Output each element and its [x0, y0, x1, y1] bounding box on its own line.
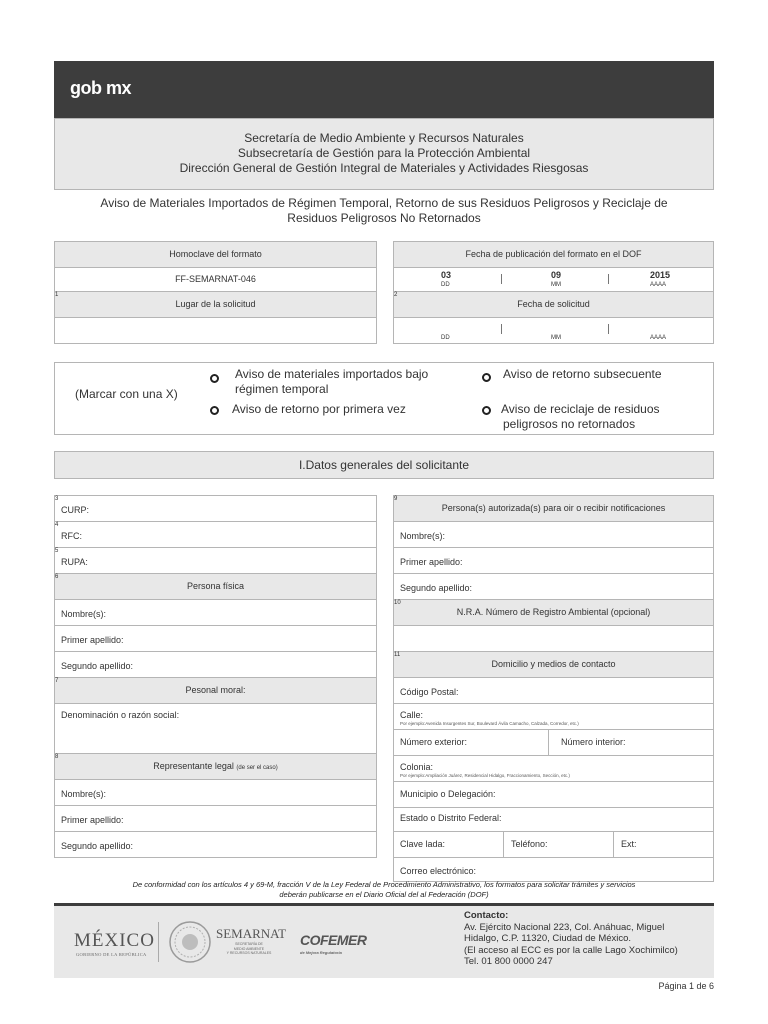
aviso-options-box: [54, 362, 714, 435]
estado-field[interactable]: [393, 807, 714, 832]
ext-label: Ext:: [621, 839, 637, 849]
nra-header: N.R.A. Número de Registro Ambiental (opcional): [393, 599, 714, 626]
pf-nombres-label: Nombre(s):: [61, 609, 107, 619]
num-exterior-label: Número exterior:: [400, 737, 468, 747]
field-number: 7: [55, 678, 59, 684]
field-number: 8: [55, 754, 59, 760]
logo-divider: [158, 922, 159, 962]
header-line-3: Dirección General de Gestión Integral de Materiales y Actividades Riesgosas: [179, 161, 589, 175]
nra-input[interactable]: [393, 625, 714, 652]
phone-line: Tel. 01 800 0000 247: [464, 956, 553, 967]
fecha-solicitud-label: Fecha de solicitud: [393, 291, 714, 318]
contact-info: [464, 910, 678, 968]
correo-field[interactable]: [393, 857, 714, 882]
opt-reciclaje-line1: Aviso de reciclaje de residuos: [501, 402, 660, 416]
field-number: 6: [55, 574, 59, 580]
colonia-field[interactable]: [393, 755, 714, 782]
colonia-label: Colonia:: [400, 762, 434, 772]
municipio-field[interactable]: [393, 781, 714, 808]
rep-primer-apellido-field[interactable]: [54, 805, 377, 832]
opt-reciclaje-line2: peligrosos no retornados: [503, 417, 636, 431]
denominacion-field[interactable]: [54, 703, 377, 754]
marcar-instruction: (Marcar con una X): [75, 387, 178, 401]
pub-year: 2015: [650, 270, 671, 280]
pf-segundo-apellido-label: Segundo apellido:: [61, 661, 134, 671]
calle-field[interactable]: [393, 703, 714, 730]
date-separator: [501, 324, 502, 334]
telefono-field[interactable]: [503, 831, 614, 858]
domicilio-header: Domicilio y medios de contacto: [393, 651, 714, 678]
pf-nombres-field[interactable]: [54, 599, 377, 626]
pf-primer-apellido-label: Primer apellido:: [61, 635, 124, 645]
fecha-publicacion-value: [393, 267, 714, 292]
correo-label: Correo electrónico:: [400, 866, 477, 876]
clave-lada-label: Clave lada:: [400, 839, 446, 849]
mexico-logo-subtitle: GOBIERNO DE LA REPÚBLICA: [76, 952, 147, 957]
homoclave-value: FF-SEMARNAT-046: [54, 267, 377, 292]
date-separator: [608, 274, 609, 284]
rep-nombres-label: Nombre(s):: [61, 789, 107, 799]
pub-day: 03: [441, 270, 452, 280]
legal-footnote: [80, 880, 688, 900]
aut-primer-apellido-field[interactable]: [393, 547, 714, 574]
contacto-label: Contacto:: [464, 910, 509, 921]
codigo-postal-label: Código Postal:: [400, 687, 459, 697]
field-number: 11: [394, 652, 401, 658]
radio-retorno-subsecuente[interactable]: [482, 373, 491, 382]
title-line-2: Residuos Peligrosos No Retornados: [287, 211, 481, 225]
cofemer-logo: COFEMER: [300, 932, 367, 948]
rfc-field[interactable]: [54, 521, 377, 548]
rep-nombres-field[interactable]: [54, 779, 377, 806]
representante-header: [54, 753, 377, 780]
calle-label: Calle:: [400, 710, 424, 720]
header-line-1: Secretaría de Medio Ambiente y Recursos Naturales: [244, 131, 524, 145]
curp-label: CURP:: [61, 505, 90, 515]
lugar-input[interactable]: [54, 317, 377, 344]
num-exterior-field[interactable]: [393, 729, 549, 756]
radio-reciclaje[interactable]: [482, 406, 491, 415]
homoclave-label: Homoclave del formato: [54, 241, 377, 268]
codigo-postal-field[interactable]: [393, 677, 714, 704]
field-number: 3: [55, 496, 59, 502]
aaaa-label: AAAA: [650, 335, 667, 341]
cofemer-subtitle: de Mejora Regulatoria: [300, 950, 342, 955]
radio-retorno-primera-vez[interactable]: [210, 406, 219, 415]
num-interior-field[interactable]: [548, 729, 714, 756]
rep-primer-apellido-label: Primer apellido:: [61, 815, 124, 825]
footer: [54, 903, 714, 978]
persona-moral-header: Pesonal moral:: [54, 677, 377, 704]
address-line-1: Av. Ejército Nacional 223, Col. Anáhuac, Miguel: [464, 921, 665, 933]
opt-retorno-primera: Aviso de retorno por primera vez: [232, 402, 406, 416]
autorizadas-header: Persona(s) autorizada(s) para oir o recibir notificaciones: [393, 495, 714, 522]
rupa-label: RUPA:: [61, 557, 88, 567]
aut-nombres-label: Nombre(s):: [400, 531, 446, 541]
mexico-logo: MÉXICO: [74, 930, 155, 951]
semarnat-sub-1: SECRETARÍA DE: [235, 942, 263, 946]
gobmx-logo: gob mx: [70, 78, 132, 98]
semarnat-logo: SEMARNAT: [216, 926, 287, 941]
ext-field[interactable]: [613, 831, 714, 858]
num-interior-label: Número interior:: [561, 737, 626, 747]
semarnat-sub-2: MEDIO AMBIENTE: [233, 946, 265, 951]
field-number: 1: [55, 292, 59, 298]
curp-field[interactable]: [54, 495, 377, 522]
title-line-1: Aviso de Materiales Importados de Régimen Temporal, Retorno de sus Residuos Peligrosos y Reciclaje de: [100, 196, 668, 210]
opt-materiales-line1: Aviso de materiales importados bajo: [235, 367, 429, 381]
rep-segundo-apellido-label: Segundo apellido:: [61, 841, 134, 851]
rfc-label: RFC:: [61, 531, 82, 541]
rep-segundo-apellido-field[interactable]: [54, 831, 377, 858]
denominacion-label: Denominación o razón social:: [61, 710, 180, 720]
aut-segundo-apellido-label: Segundo apellido:: [400, 583, 473, 593]
calle-example: Por ejemplo:Avenida Insurgentes Sur, Boulevard Ávila Camacho, Calzada, Corredor, etc.): [400, 721, 579, 726]
footnote-line-1: De conformidad con los artículos 4 y 69-M, fracción V de la Ley Federal de Procedimiento Administrativo, los formatos para solicitar trámites y servicios: [132, 880, 636, 889]
page-number: Página 1 de 6: [658, 981, 714, 991]
date-separator: [608, 324, 609, 334]
municipio-label: Municipio o Delegación:: [400, 789, 496, 799]
field-number: 9: [394, 496, 398, 502]
field-number: 2: [394, 292, 398, 298]
field-number: 4: [55, 522, 59, 528]
radio-materiales-importados[interactable]: [210, 374, 219, 383]
pf-primer-apellido-field[interactable]: [54, 625, 377, 652]
aaaa-label: AAAA: [650, 282, 667, 288]
footnote-line-2: deberán publicarse en el Diario Oficial del al Federación (DOF): [279, 890, 489, 899]
section-1-title: I.Datos generales del solicitante: [54, 451, 714, 479]
estado-label: Estado o Distrito Federal:: [400, 813, 502, 823]
clave-lada-field[interactable]: [393, 831, 504, 858]
representante-note: (de ser el caso): [236, 765, 278, 771]
fecha-publicacion-label: Fecha de publicación del formato en el DOF: [393, 241, 714, 268]
opt-retorno-subsecuente: Aviso de retorno subsecuente: [503, 367, 662, 381]
aut-nombres-field[interactable]: [393, 521, 714, 548]
aut-primer-apellido-label: Primer apellido:: [400, 557, 463, 567]
telefono-label: Teléfono:: [511, 839, 548, 849]
dd-label: DD: [441, 335, 450, 341]
semarnat-subtitle: [224, 942, 274, 956]
colonia-example: Por ejemplo:Ampliación Juárez, Residencial Hidalgo, Fraccionamiento, Sección, etc.): [400, 773, 570, 778]
agency-header: [54, 118, 714, 190]
mm-label: MM: [551, 335, 561, 341]
pf-segundo-apellido-field[interactable]: [54, 651, 377, 678]
semarnat-sub-3: Y RECURSOS NATURALES: [226, 951, 272, 955]
opt-materiales-line2: régimen temporal: [235, 382, 329, 396]
date-separator: [501, 274, 502, 284]
national-seal-icon: [168, 920, 212, 964]
document-title: [70, 196, 698, 226]
representante-label: Representante legal: [153, 761, 234, 771]
address-line-3: (El acceso al ECC es por la calle Lago Xochimilco): [464, 944, 678, 956]
header-line-2: Subsecretaría de Gestión para la Protección Ambiental: [237, 146, 531, 160]
fecha-solicitud-input[interactable]: [393, 317, 714, 344]
pub-month: 09: [551, 270, 562, 280]
rupa-field[interactable]: [54, 547, 377, 574]
mm-label: MM: [551, 282, 561, 288]
persona-fisica-header: Persona física: [54, 573, 377, 600]
field-number: 5: [55, 548, 59, 554]
lugar-label: Lugar de la solicitud: [54, 291, 377, 318]
aut-segundo-apellido-field[interactable]: [393, 573, 714, 600]
address-line-2: Hidalgo, C.P. 11320, Ciudad de México.: [464, 933, 632, 944]
dd-label: DD: [441, 282, 450, 288]
top-bar: [54, 61, 714, 118]
field-number: 10: [394, 600, 401, 606]
